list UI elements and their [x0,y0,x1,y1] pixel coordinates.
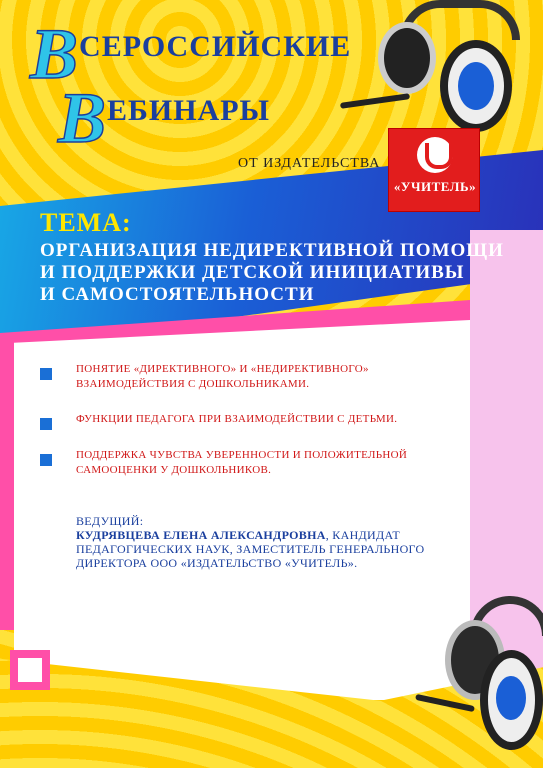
title-rest-1: СЕРОССИЙСКИЕ [79,30,352,63]
decor-square-inner [18,658,42,682]
host-line-2: ПЕДАГОГИЧЕСКИХ НАУК, ЗАМЕСТИТЕЛЬ ГЕНЕРАЛЬНОГО [76,542,425,556]
publisher-logo-icon [417,137,453,173]
topic-line-2: И ПОДДЕРЖКИ ДЕТСКОЙ ИНИЦИАТИВЫ [40,262,465,283]
title-line-2 [58,78,270,158]
bullet-square-icon [40,454,52,466]
bullet-2-line-1: ФУНКЦИИ ПЕДАГОГА ПРИ ВЗАИМОДЕЙСТВИИ С ДЕТЬМИ. [76,413,398,425]
publisher-logo-text: «УЧИТЕЛЬ» [393,179,477,194]
topic-line-1: ОРГАНИЗАЦИЯ НЕДИРЕКТИВНОЙ ПОМОЩИ [40,240,504,261]
bullet-1-line-2: ВЗАИМОДЕЙСТВИЯ С ДОШКОЛЬНИКАМИ. [76,378,310,390]
headset-top-emblem-icon [458,62,494,110]
title-rest-2: ЕБИНАРЫ [107,94,270,127]
topic-line-3: И САМОСТОЯТЕЛЬНОСТИ [40,284,315,305]
publisher-logo [388,128,480,212]
bullet-3-line-2: САМООЦЕНКИ У ДОШКОЛЬНИКОВ. [76,464,272,476]
bullet-square-icon [40,418,52,430]
bullet-3-line-1: ПОДДЕРЖКА ЧУВСТВА УВЕРЕННОСТИ И ПОЛОЖИТЕЛЬНОЙ [76,449,408,461]
host-line-3: ДИРЕКТОРА ООО «ИЗДАТЕЛЬСТВО «УЧИТЕЛЬ». [76,556,358,570]
host-line-1-rest: , КАНДИДАТ [325,528,401,542]
topic-label: ТЕМА: [40,208,132,237]
bullet-square-icon [40,368,52,380]
bullet-1-line-1: ПОНЯТИЕ «ДИРЕКТИВНОГО» И «НЕДИРЕКТИВНОГО» [76,363,369,375]
host-name: КУДРЯВЦЕВА ЕЛЕНА АЛЕКСАНДРОВНА [76,528,326,542]
host-line-1 [76,528,400,542]
headset-bottom-emblem-icon [496,676,526,720]
title-cap-2: В [58,78,108,158]
publisher-from-text: ОТ ИЗДАТЕЛЬСТВА [238,156,381,171]
title-cap-1: В [30,14,80,94]
host-label: ВЕДУЩИЙ: [76,514,144,528]
headset-top-earcup-left-icon [378,22,436,94]
